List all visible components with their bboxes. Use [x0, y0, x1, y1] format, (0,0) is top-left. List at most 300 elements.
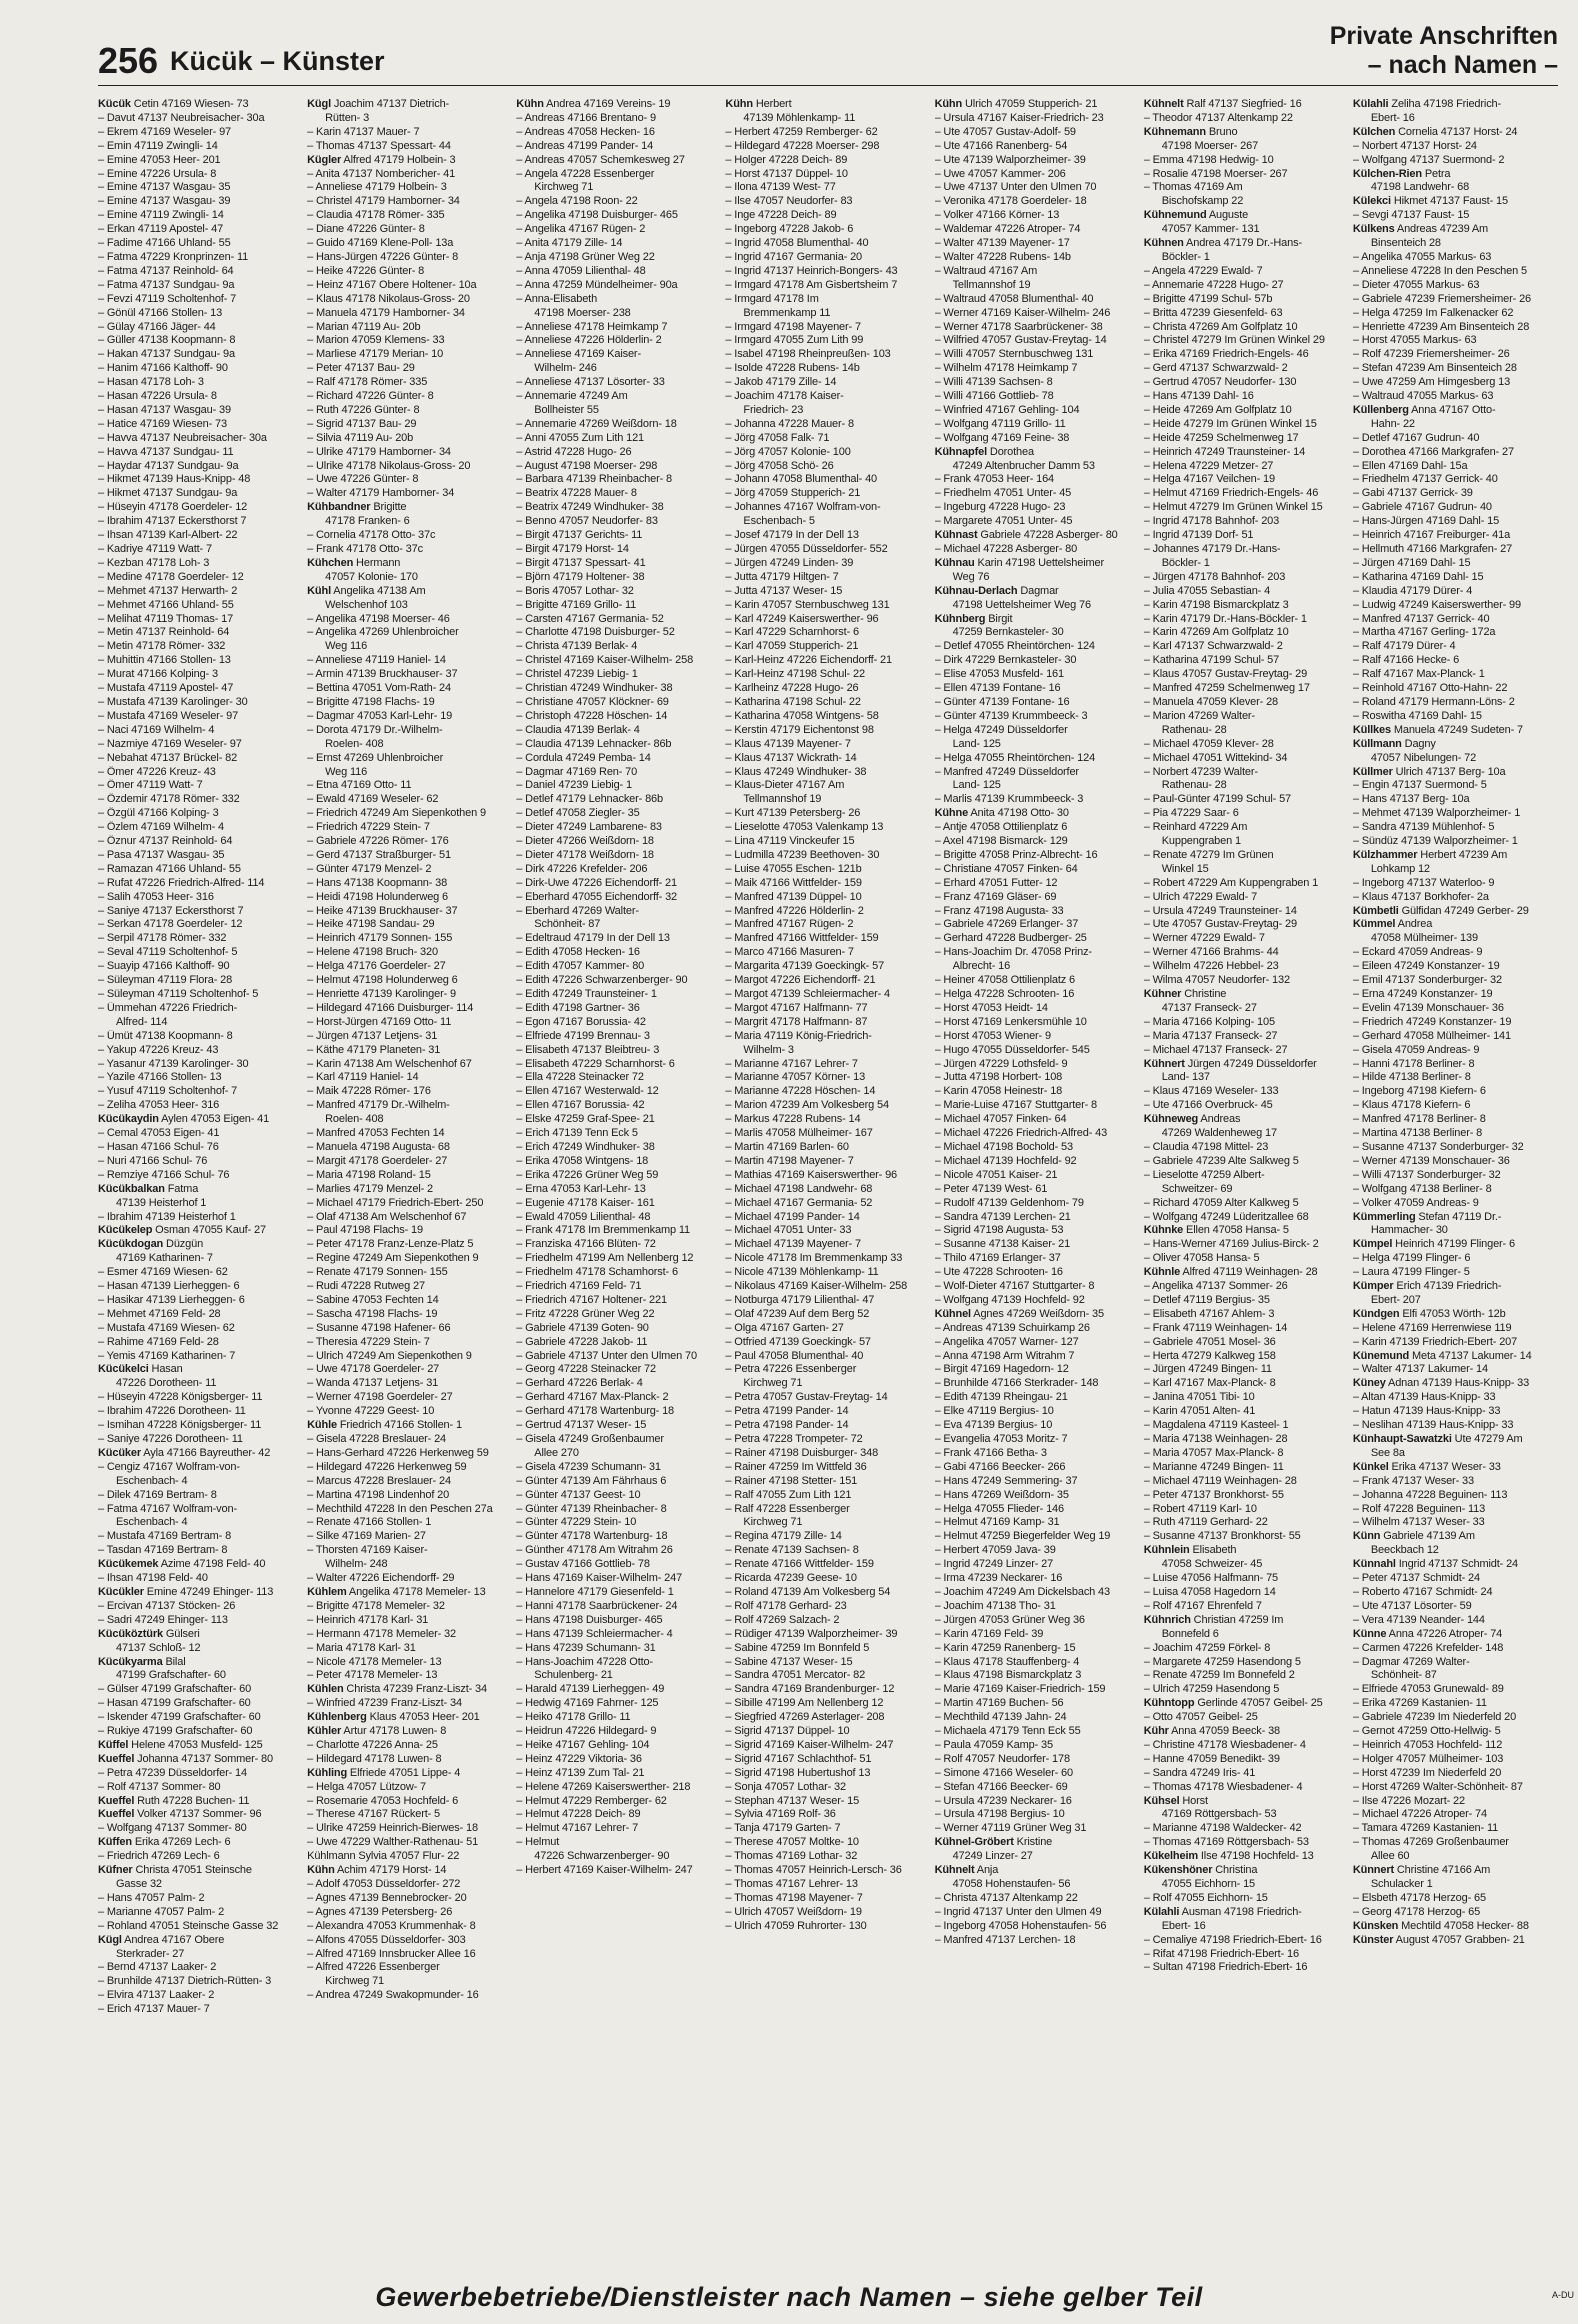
directory-entry: – Gerd 47137 Schwarzwald- 2	[1143, 362, 1288, 375]
directory-entry: – Gerhard 47167 Max-Planck- 2	[516, 1391, 669, 1404]
directory-entry: – Maria 47198 Roland- 15	[307, 1168, 431, 1181]
directory-entry: – Dirk-Uwe 47226 Eichendorff- 21	[516, 876, 677, 889]
directory-entry: – Silvia 47119 Au- 20b	[307, 431, 414, 444]
directory-entry: – Hans 47169 Kaiser-Wilhelm- 247	[516, 1572, 683, 1585]
directory-entry: – Gabriele 47228 Jakob- 11	[516, 1335, 648, 1348]
directory-entry: – Richard 47059 Alter Kalkweg 5	[1143, 1196, 1299, 1209]
directory-entry: Kücükaydin Aylen 47053 Eigen- 41	[98, 1113, 270, 1126]
directory-entry: – Hanni 47178 Saarbrückener- 24	[516, 1599, 678, 1612]
directory-entry: – Helmut 47228 Deich- 89	[516, 1808, 641, 1821]
directory-entry: Künkel Erika 47137 Weser- 33	[1352, 1460, 1501, 1473]
directory-entry: – Willi 47139 Sachsen- 8	[934, 376, 1053, 389]
directory-entry: – Horst 47055 Markus- 63	[1352, 334, 1477, 347]
directory-entry: – Hanne 47059 Benedikt- 39	[1143, 1752, 1280, 1765]
directory-entry: – Dagmar 47053 Karl-Lehr- 19	[307, 709, 453, 722]
directory-entry: 47198 Moerser- 238	[534, 306, 631, 319]
directory-entry: 47058 Schweizer- 45	[1161, 1558, 1263, 1571]
directory-entry: – Karl 47119 Haniel- 14	[307, 1071, 419, 1084]
directory-entry: – Claudia 47178 Römer- 335	[307, 209, 445, 222]
directory-entry: – Jörg 47059 Stupperich- 21	[725, 487, 861, 500]
directory-entry: Kügler Alfred 47179 Holbein- 3	[307, 153, 456, 166]
directory-entry: – Emine 47137 Wasgau- 35	[98, 181, 231, 194]
directory-entry: – Gisela 47249 Großenbaumer	[516, 1433, 664, 1445]
directory-entry: – Tanja 47179 Garten- 7	[725, 1822, 841, 1835]
directory-entry: – Theresia 47229 Stein- 7	[307, 1335, 430, 1348]
directory-entry: – Jürgen 47249 Bingen- 11	[1143, 1363, 1272, 1376]
directory-entry: – Renate 47179 Sonnen- 155	[307, 1266, 448, 1279]
directory-entry: – Manfred 47249 Düsseldorfer	[934, 765, 1079, 778]
directory-entry: – Rukiye 47199 Grafschafter- 60	[98, 1725, 253, 1738]
directory-entry: – Süleyman 47119 Scholtenhof- 5	[98, 988, 259, 1000]
directory-entry: – Karl 47229 Scharnhorst- 6	[725, 626, 859, 639]
directory-entry: Künnert Christine 47166 Am	[1352, 1864, 1491, 1877]
directory-entry: – Irmgard 47178 Im	[725, 292, 819, 305]
directory-entry: – Friedhelm 47199 Am Nellenberg 12	[516, 1252, 694, 1265]
directory-entry: – Margot 47226 Eichendorff- 21	[725, 974, 876, 987]
directory-entry: – Jörg 47058 Falk- 71	[725, 431, 830, 444]
directory-column-6	[1144, 98, 1349, 2270]
directory-entry: – Jörg 47057 Kolonie- 100	[725, 445, 851, 458]
directory-entry: – Murat 47166 Kolping- 3	[98, 668, 218, 681]
directory-entry: – Klaus 47198 Bismarckplatz 3	[934, 1669, 1082, 1682]
directory-entry: – Anja 47198 Grüner Weg 22	[516, 250, 655, 263]
directory-entry: – Christine 47178 Wiesbadener- 4	[1143, 1738, 1306, 1751]
directory-entry: – Helga 47259 Im Falkenacker 62	[1352, 306, 1514, 319]
directory-entry: – Birgit 47137 Spessart- 41	[516, 556, 646, 569]
directory-entry: – Christiane 47057 Klöckner- 69	[516, 695, 669, 708]
directory-entry: – Werner 47139 Monschauer- 36	[1352, 1154, 1510, 1167]
directory-entry: – Karin 47139 Friedrich-Ebert- 207	[1352, 1335, 1518, 1348]
directory-entry: Kümmel Andrea	[1352, 918, 1433, 931]
directory-entry: – Etna 47169 Otto- 11	[307, 779, 412, 792]
directory-entry: – Hans-Jürgen 47169 Dahl- 15	[1352, 515, 1500, 528]
directory-entry: – Manfred 47166 Wittfelder- 159	[725, 932, 879, 945]
directory-entry: – Christa 47139 Berlak- 4	[516, 640, 638, 653]
directory-entry: Künster August 47057 Grabben- 21	[1352, 1933, 1525, 1946]
directory-entry: – Helmut 47169 Friedrich-Engels- 46	[1143, 487, 1319, 500]
directory-entry: – Ricarda 47239 Geese- 10	[725, 1572, 857, 1585]
directory-entry: – Dorota 47179 Dr.-Wilhelm-	[307, 723, 443, 736]
directory-entry: – Herta 47279 Kalkweg 158	[1143, 1349, 1276, 1362]
directory-entry: – Günter 47137 Geest- 10	[516, 1488, 641, 1501]
directory-entry: – Friedrich 47249 Am Siepenkothen 9	[307, 807, 486, 820]
directory-entry: – Sandra 47139 Mühlenhof- 5	[1352, 821, 1495, 834]
directory-entry: – Jürgen 47055 Düsseldorfer- 552	[725, 543, 888, 555]
directory-entry: Schweitzer- 69	[1161, 1182, 1233, 1195]
directory-entry: – Karl-Heinz 47198 Schul- 22	[725, 668, 865, 681]
directory-entry: – Willi 47057 Sternbuschweg 131	[934, 348, 1094, 361]
surname: Kücükdogan	[98, 1238, 164, 1251]
directory-entry: – Michaela 47179 Tenn Eck 55	[934, 1725, 1081, 1738]
directory-entry: – Helga 47228 Schrooten- 16	[934, 988, 1075, 1000]
directory-entry: – Wolfgang 47249 Lüderitzallee 68	[1143, 1210, 1309, 1223]
surname: Küllkes	[1352, 723, 1391, 736]
directory-entry: – Edith 47198 Gartner- 36	[516, 1001, 640, 1014]
directory-entry: – Reinhard 47229 Am	[1143, 821, 1248, 834]
directory-entry: – Muhittin 47166 Stollen- 13	[98, 654, 231, 667]
directory-entry: – Franz 47198 Augusta- 33	[934, 904, 1064, 917]
directory-entry: – Irmgard 47178 Am Gisbertsheim 7	[725, 278, 898, 291]
directory-entry: 47057 Kammer- 131	[1161, 223, 1260, 236]
directory-entry: – Heinrich 47167 Freiburger- 41a	[1352, 529, 1511, 542]
directory-entry: – Andreas 47199 Pander- 14	[516, 139, 654, 152]
directory-entry: – Georg 47178 Herzog- 65	[1352, 1905, 1481, 1918]
directory-entry: – Gabriele 47139 Goten- 90	[516, 1321, 649, 1334]
directory-entry: – Dieter 47055 Markus- 63	[1352, 278, 1480, 291]
directory-entry: – Gerhard 47226 Berlak- 4	[516, 1377, 643, 1390]
directory-entry: – Wolfgang 47139 Hochfeld- 92	[934, 1293, 1085, 1306]
directory-entry: – Susanne 47137 Sonderburger- 32	[1352, 1140, 1524, 1153]
directory-entry: – Ingrid 47137 Heinrich-Bongers- 43	[725, 264, 898, 277]
surname: Kueffel	[98, 1794, 135, 1807]
directory-entry: Kümpel Heinrich 47199 Flinger- 6	[1352, 1238, 1515, 1251]
directory-entry: – Birgit 47179 Horst- 14	[516, 543, 629, 555]
directory-entry: – Renate 47279 Im Grünen	[1143, 848, 1274, 861]
directory-column-4	[725, 98, 930, 2270]
directory-entry: – Janina 47051 Tibi- 10	[1143, 1391, 1255, 1404]
directory-entry: – Sascha 47198 Flachs- 19	[307, 1307, 438, 1320]
directory-entry: – Ingrid 47178 Bahnhof- 203	[1143, 515, 1280, 528]
directory-entry: – Martin 47198 Mayener- 7	[725, 1154, 854, 1167]
page-header	[0, 0, 1578, 92]
directory-entry: – Ümüt 47138 Koopmann- 8	[98, 1029, 233, 1042]
directory-entry: – Ömer 47119 Watt- 7	[98, 779, 203, 792]
directory-entry: – Carsten 47167 Germania- 52	[516, 612, 664, 625]
directory-entry: – Ulrich 47249 Am Siepenkothen 9	[307, 1349, 472, 1362]
directory-entry: – Heinz 47229 Viktoria- 36	[516, 1752, 642, 1765]
directory-entry: – Maik 47228 Römer- 176	[307, 1085, 431, 1098]
directory-entry: – Norbert 47239 Walter-	[1143, 765, 1258, 778]
directory-entry: – Hilde 47138 Berliner- 8	[1352, 1071, 1471, 1084]
directory-entry: – Ewald 47169 Weseler- 62	[307, 793, 439, 806]
directory-entry: – Johannes 47167 Wolfram-von-	[725, 501, 881, 514]
directory-entry: Kühle Friedrich 47166 Stollen- 1	[307, 1419, 462, 1432]
directory-entry: Külchen-Rien Petra	[1352, 167, 1451, 180]
directory-entry: – Marie 47169 Kaiser-Friedrich- 159	[934, 1683, 1106, 1696]
directory-entry: – Klaus 47178 Stauffenberg- 4	[934, 1655, 1080, 1668]
directory-entry: – Ramazan 47166 Uhland- 55	[98, 862, 241, 875]
directory-entry: 47137 Franseck- 27	[1161, 1001, 1257, 1014]
directory-entry: Kühn Herbert	[725, 98, 792, 110]
directory-entry: – Ute 47166 Overbruck- 45	[1143, 1099, 1273, 1112]
directory-entry: – Alfred 47169 Innsbrucker Allee 16	[307, 1947, 476, 1960]
directory-entry: – Friedrich 47169 Feld- 71	[516, 1280, 642, 1293]
directory-entry: – Holger 47228 Deich- 89	[725, 153, 848, 166]
directory-entry: – Helena 47229 Metzer- 27	[1143, 459, 1274, 472]
directory-entry: – Klaus 47169 Weseler- 133	[1143, 1085, 1279, 1098]
directory-entry: Kücükdogan Düzgün	[98, 1238, 204, 1251]
directory-entry: – Karl 47167 Max-Planck- 8	[1143, 1377, 1276, 1390]
directory-entry: – Jürgen 47229 Lothsfeld- 9	[934, 1057, 1068, 1070]
directory-entry: 47249 Altenbrucher Damm 53	[952, 459, 1095, 472]
directory-entry: – Jakob 47179 Zille- 14	[725, 376, 837, 389]
directory-entry: – Marco 47166 Masuren- 7	[725, 946, 854, 959]
directory-entry: – Michael 47137 Franseck- 27	[1143, 1043, 1288, 1056]
directory-entry: – Ernst 47269 Uhlenbroicher	[307, 751, 444, 764]
directory-entry: – Robert 47119 Karl- 10	[1143, 1502, 1257, 1515]
surname: Kühntopp	[1143, 1697, 1195, 1710]
directory-entry: Kühsel Horst	[1143, 1794, 1208, 1807]
directory-entry: – Klaus 47139 Mayener- 7	[725, 737, 851, 750]
directory-entry: – Marion 47239 Am Volkesberg 54	[725, 1099, 889, 1112]
directory-entry: – Erika 47226 Grüner Weg 59	[516, 1168, 659, 1181]
directory-entry: – Jörg 47058 Schö- 26	[725, 459, 834, 472]
directory-entry: – Margarita 47139 Goeckingk- 57	[725, 960, 885, 973]
directory-entry: – Helmut 47229 Remberger- 62	[516, 1794, 667, 1807]
directory-entry: Winkel 15	[1161, 862, 1209, 875]
directory-entry: Alfred- 114	[116, 1015, 168, 1028]
directory-entry: – Marianne 47167 Lehrer- 7	[725, 1057, 858, 1070]
surname: Küllenberg	[1352, 403, 1409, 416]
directory-entry: – Roswitha 47169 Dahl- 15	[1352, 709, 1482, 722]
directory-entry: Külahli Zeliha 47198 Friedrich-	[1352, 98, 1502, 110]
directory-entry: – Rahime 47169 Feld- 28	[98, 1335, 219, 1348]
directory-entry: Kirchweg 71	[534, 181, 594, 194]
directory-entry: – Olga 47167 Garten- 27	[725, 1321, 844, 1334]
directory-entry: – Rolf 47178 Gerhard- 23	[725, 1599, 847, 1612]
directory-entry: – Helga 47055 Flieder- 146	[934, 1502, 1064, 1515]
directory-entry: – Irmgard 47055 Zum Lith 99	[725, 334, 864, 347]
directory-entry: – Hasan 47137 Wasgau- 39	[98, 403, 231, 416]
directory-entry: – Fevzi 47119 Scholtenhof- 7	[98, 292, 237, 305]
directory-entry: Künemund Meta 47137 Lakumer- 14	[1352, 1349, 1532, 1362]
directory-entry: – Ralf 47055 Zum Lith 121	[725, 1488, 852, 1501]
directory-entry: 47058 Hohenstaufen- 56	[952, 1878, 1071, 1890]
directory-entry: Bremmenkamp 11	[743, 306, 831, 319]
directory-entry: – Heide 47259 Schelmenweg 17	[1143, 431, 1299, 444]
directory-entry: – Rohland 47051 Steinsche Gasse 32	[98, 1919, 279, 1932]
directory-entry: – Manuela 47198 Augusta- 68	[307, 1140, 450, 1153]
directory-entry: – Carmen 47226 Krefelder- 148	[1352, 1641, 1504, 1654]
directory-entry: Weg 116	[325, 765, 368, 778]
directory-entry: – Werner 47169 Kaiser-Wilhelm- 246	[934, 306, 1111, 319]
directory-entry: – Hans-Joachim Dr. 47058 Prinz-	[934, 946, 1092, 959]
directory-entry: – Eugenie 47178 Kaiser- 161	[516, 1196, 655, 1209]
directory-entry: – Sibille 47199 Am Nellenberg 12	[725, 1697, 884, 1710]
directory-entry: – Serkan 47178 Goerdeler- 12	[98, 918, 243, 931]
directory-entry: – Robert 47229 Am Kuppengraben 1	[1143, 876, 1319, 889]
directory-entry: – Ümmehan 47226 Friedrich-	[98, 1001, 238, 1014]
directory-entry: – Ilona 47139 West- 77	[725, 181, 836, 194]
directory-entry: – Rudolf 47139 Geldenhom- 79	[934, 1196, 1084, 1209]
directory-entry: Kücükbalkan Fatma	[98, 1182, 199, 1195]
directory-entry: Kühn Ulrich 47059 Stupperich- 21	[934, 98, 1098, 110]
directory-entry: – Gerhard 47178 Wartenburg- 18	[516, 1405, 675, 1418]
surname: Kücükbalkan	[98, 1182, 165, 1195]
directory-entry: Kühn Achim 47179 Horst- 14	[307, 1864, 447, 1877]
directory-entry: – Renate 47259 Im Bonnefeld 2	[1143, 1669, 1295, 1682]
directory-entry: – Elisabeth 47137 Bleibtreu- 3	[516, 1043, 660, 1056]
directory-entry: Wilhelm- 3	[743, 1043, 794, 1056]
directory-entry: – Petra 47239 Düsseldorfer- 14	[98, 1766, 247, 1779]
directory-entry: Kühn Andrea 47169 Vereins- 19	[516, 98, 671, 110]
directory-entry: – Uwe 47226 Günter- 8	[307, 473, 419, 486]
directory-entry: – Anna 47059 Lilienthal- 48	[516, 264, 646, 277]
directory-entry: – Herbert 47059 Java- 39	[934, 1544, 1056, 1557]
directory-entry: – Mechthild 47228 In den Peschen 27a	[307, 1502, 493, 1515]
directory-entry: – Jutta 47179 Hiltgen- 7	[725, 570, 839, 583]
directory-entry: – Ingeborg 47198 Kiefern- 6	[1352, 1085, 1486, 1098]
directory-entry: – Thorsten 47169 Kaiser-	[307, 1544, 428, 1557]
directory-entry: – Detlef 47119 Bergius- 35	[1143, 1293, 1270, 1306]
directory-entry: – Edith 47058 Hecken- 16	[516, 946, 640, 959]
directory-entry: – Eberhard 47055 Eichendorff- 32	[516, 890, 678, 903]
directory-entry: – Ingeburg 47228 Hugo- 23	[934, 501, 1066, 514]
surname: Kühler	[307, 1725, 342, 1738]
directory-entry: – Claudia 47139 Berlak- 4	[516, 723, 640, 736]
directory-entry: – Horst 47169 Lenkersmühle 10	[934, 1015, 1087, 1028]
directory-entry: – Erkan 47119 Apostel- 47	[98, 223, 224, 236]
directory-entry: – Medine 47178 Goerdeler- 12	[98, 570, 244, 583]
directory-entry: – Helene 47198 Bruch- 320	[307, 946, 438, 959]
directory-entry: – Regina 47179 Zille- 14	[725, 1530, 842, 1543]
directory-entry: – Roland 47179 Hermann-Löns- 2	[1352, 695, 1515, 708]
surname: Küffel	[98, 1738, 129, 1751]
directory-entry: Land- 125	[952, 737, 1001, 750]
directory-entry: – Ingrid 47137 Unter den Ulmen 49	[934, 1905, 1102, 1918]
directory-entry: Schönheit- 87	[1370, 1669, 1437, 1682]
directory-entry: – Benno 47057 Neudorfer- 83	[516, 515, 658, 528]
directory-entry: – Heinrich 47249 Traunsteiner- 14	[1143, 445, 1306, 458]
directory-entry: – Rosalie 47198 Moerser- 267	[1143, 167, 1288, 180]
directory-entry: – Friedhelm 47051 Unter- 45	[934, 487, 1072, 500]
directory-entry: – Hasan 47199 Grafschafter- 60	[98, 1697, 251, 1710]
directory-entry: – Waltraud 47167 Am	[934, 264, 1038, 277]
directory-entry: – Georg 47228 Steinacker 72	[516, 1363, 656, 1376]
directory-entry: – Dieter 47249 Lambarene- 83	[516, 821, 662, 834]
directory-entry: – Christiane 47057 Finken- 64	[934, 862, 1078, 875]
surname: Kühnel	[934, 1307, 971, 1320]
directory-entry: – Joachim 47138 Tho- 31	[934, 1599, 1056, 1612]
directory-entry: – Lieselotte 47053 Valenkamp 13	[725, 821, 884, 834]
directory-entry: – Marlis 47139 Krummbeeck- 3	[934, 793, 1084, 806]
directory-entry: – Thomas 47167 Lehrer- 13	[725, 1878, 858, 1890]
directory-entry: – Friedrich 47269 Lech- 6	[98, 1850, 220, 1863]
directory-entry: – Uwe 47229 Walther-Rathenau- 51	[307, 1836, 479, 1849]
surname: Künnert	[1352, 1864, 1394, 1877]
directory-entry: 47169 Katharinen- 7	[116, 1252, 213, 1265]
directory-entry: 47226 Dorotheen- 11	[116, 1377, 217, 1390]
directory-entry: – Ingrid 47167 Germania- 20	[725, 250, 863, 263]
surname: Kühn	[516, 98, 544, 110]
directory-entry: Kügl Joachim 47137 Dietrich-	[307, 98, 450, 110]
directory-entry: Roelen- 408	[325, 1113, 384, 1126]
directory-entry: – Claudia 47198 Mittel- 23	[1143, 1140, 1269, 1153]
directory-entry: – Annemarie 47228 Hugo- 27	[1143, 278, 1284, 291]
directory-entry: – Uwe 47259 Am Himgesberg 13	[1352, 376, 1511, 389]
directory-entry: – Karl 47059 Stupperich- 21	[725, 640, 859, 653]
directory-entry: – Frank 47119 Weinhagen- 14	[1143, 1321, 1288, 1334]
directory-entry: Eschenbach- 5	[743, 515, 815, 528]
directory-entry: Künsken Mechtild 47058 Hecker- 88	[1352, 1919, 1529, 1932]
directory-entry: – Maria 47137 Franseck- 27	[1143, 1029, 1278, 1042]
directory-entry: Weg 76	[952, 570, 990, 583]
directory-entry: – Petra 47226 Essenberger	[725, 1363, 857, 1376]
directory-entry: – Nuri 47166 Schul- 76	[98, 1154, 208, 1167]
directory-entry: Kühlem Angelika 47178 Memeler- 13	[307, 1585, 486, 1598]
directory-entry: – Dieter 47266 Weißdorn- 18	[516, 835, 654, 848]
directory-entry: – Fatma 47137 Sundgau- 9a	[98, 278, 235, 291]
directory-entry: – Ekrem 47169 Weseler- 97	[98, 125, 232, 138]
directory-entry: – Detlef 47058 Ziegler- 35	[516, 807, 640, 820]
directory-entry: – Hans 47138 Koopmann- 38	[307, 876, 448, 889]
directory-entry: – Angelika 47269 Uhlenbroicher	[307, 626, 459, 639]
directory-entry: – Joachim 47249 Am Dickelsbach 43	[934, 1585, 1110, 1598]
directory-entry: – Hikmet 47137 Sundgau- 9a	[98, 487, 238, 500]
directory-entry: – Cornelia 47178 Otto- 37c	[307, 529, 436, 542]
directory-entry: – Öznur 47137 Reinhold- 64	[98, 835, 233, 848]
directory-entry: – Erika 47058 Wintgens- 18	[516, 1154, 649, 1167]
directory-entry: – Dorothea 47166 Markgrafen- 27	[1352, 445, 1514, 458]
directory-entry: – Elisabeth 47229 Scharnhorst- 6	[516, 1057, 675, 1070]
directory-entry: – Diane 47226 Günter- 8	[307, 223, 425, 236]
surname: Kühnle	[1143, 1266, 1181, 1279]
directory-entry: – Rolf 47239 Friemersheimer- 26	[1352, 348, 1510, 361]
directory-entry: – Willi 47137 Sonderburger- 32	[1352, 1168, 1501, 1181]
surname: Kündgen	[1352, 1307, 1400, 1320]
directory-entry: – Michael 47167 Germania- 52	[725, 1196, 873, 1209]
directory-entry: – Charlotte 47198 Duisburger- 52	[516, 626, 675, 639]
directory-entry: – Heike 47167 Gehling- 104	[516, 1738, 650, 1751]
directory-entry: – Fatma 47137 Reinhold- 64	[98, 264, 234, 277]
directory-entry: – Mustafa 47169 Weseler- 97	[98, 709, 239, 722]
surname: Külchen-Rien	[1352, 167, 1422, 180]
directory-entry: – Waldemar 47226 Atroper- 74	[934, 223, 1081, 236]
directory-entry: – Kezban 47178 Loh- 3	[98, 556, 210, 569]
directory-entry: – Nazmiye 47169 Weseler- 97	[98, 737, 242, 750]
directory-entry: 47058 Mülheimer- 139	[1370, 932, 1478, 945]
directory-entry: – Gertrud 47057 Neudorfer- 130	[1143, 376, 1297, 389]
directory-entry: – Beatrix 47249 Windhuker- 38	[516, 501, 664, 514]
directory-entry: – Michael 47179 Friedrich-Ebert- 250	[307, 1196, 484, 1209]
directory-entry: – Wilhelm 47178 Heimkamp 7	[934, 362, 1078, 375]
directory-entry: – Heinz 47167 Obere Holtener- 10a	[307, 278, 477, 291]
directory-entry: – Angela 47198 Roon- 22	[516, 195, 638, 208]
directory-entry: – Karlheinz 47228 Hugo- 26	[725, 682, 859, 695]
surname: Kühnert	[1143, 1057, 1185, 1070]
directory-entry: – Dirk 47229 Bernkasteler- 30	[934, 654, 1077, 667]
directory-entry: – Engin 47137 Suermond- 5	[1352, 779, 1487, 792]
directory-entry: – Johann 47058 Blumenthal- 40	[725, 473, 878, 486]
directory-entry: – Manuela 47059 Klever- 28	[1143, 695, 1279, 708]
directory-entry: – Hans-Jürgen 47226 Günter- 8	[307, 250, 459, 263]
directory-entry: – Michael 47228 Asberger- 80	[934, 543, 1078, 555]
directory-entry: Kündgen Elfi 47053 Wörth- 12b	[1352, 1307, 1506, 1320]
directory-column-5	[935, 98, 1140, 2270]
directory-entry: – Helmut 47169 Kamp- 31	[934, 1516, 1060, 1529]
directory-entry: – Elisabeth 47167 Ahlem- 3	[1143, 1307, 1275, 1320]
directory-entry: – Helmut	[516, 1836, 560, 1849]
directory-entry: – Ute 47166 Ranenberg- 54	[934, 139, 1068, 152]
directory-entry: – Ute 47057 Gustav-Adolf- 59	[934, 125, 1076, 138]
surname: Kühbandner	[307, 501, 371, 514]
directory-entry: – Eckard 47059 Andreas- 9	[1352, 946, 1483, 959]
surname: Kühnen	[1143, 237, 1184, 250]
directory-entry: – Ulrich 47229 Ewald- 7	[1143, 890, 1258, 903]
directory-entry: – Jürgen 47178 Bahnhof- 203	[1143, 570, 1286, 583]
directory-entry: – Wilma 47057 Neudorfer- 132	[1143, 974, 1290, 987]
directory-entry: – Klaus 47249 Windhuker- 38	[725, 765, 867, 778]
directory-entry: 47169 Röttgersbach- 53	[1161, 1808, 1277, 1821]
directory-entry: – Karl 47137 Schwarzwald- 2	[1143, 640, 1283, 653]
directory-entry: – Erich 47139 Tenn Eck 5	[516, 1127, 638, 1140]
directory-entry: – Helmut 47279 Im Grünen Winkel 15	[1143, 501, 1323, 514]
directory-entry: – Peter 47137 Bau- 29	[307, 362, 415, 375]
directory-entry: – Günther 47178 Am Witrahm 26	[516, 1544, 673, 1557]
directory-entry: – Vera 47139 Neander- 144	[1352, 1613, 1485, 1626]
directory-entry: – Ingeborg 47228 Jakob- 6	[725, 223, 854, 236]
directory-columns	[98, 98, 1558, 2270]
